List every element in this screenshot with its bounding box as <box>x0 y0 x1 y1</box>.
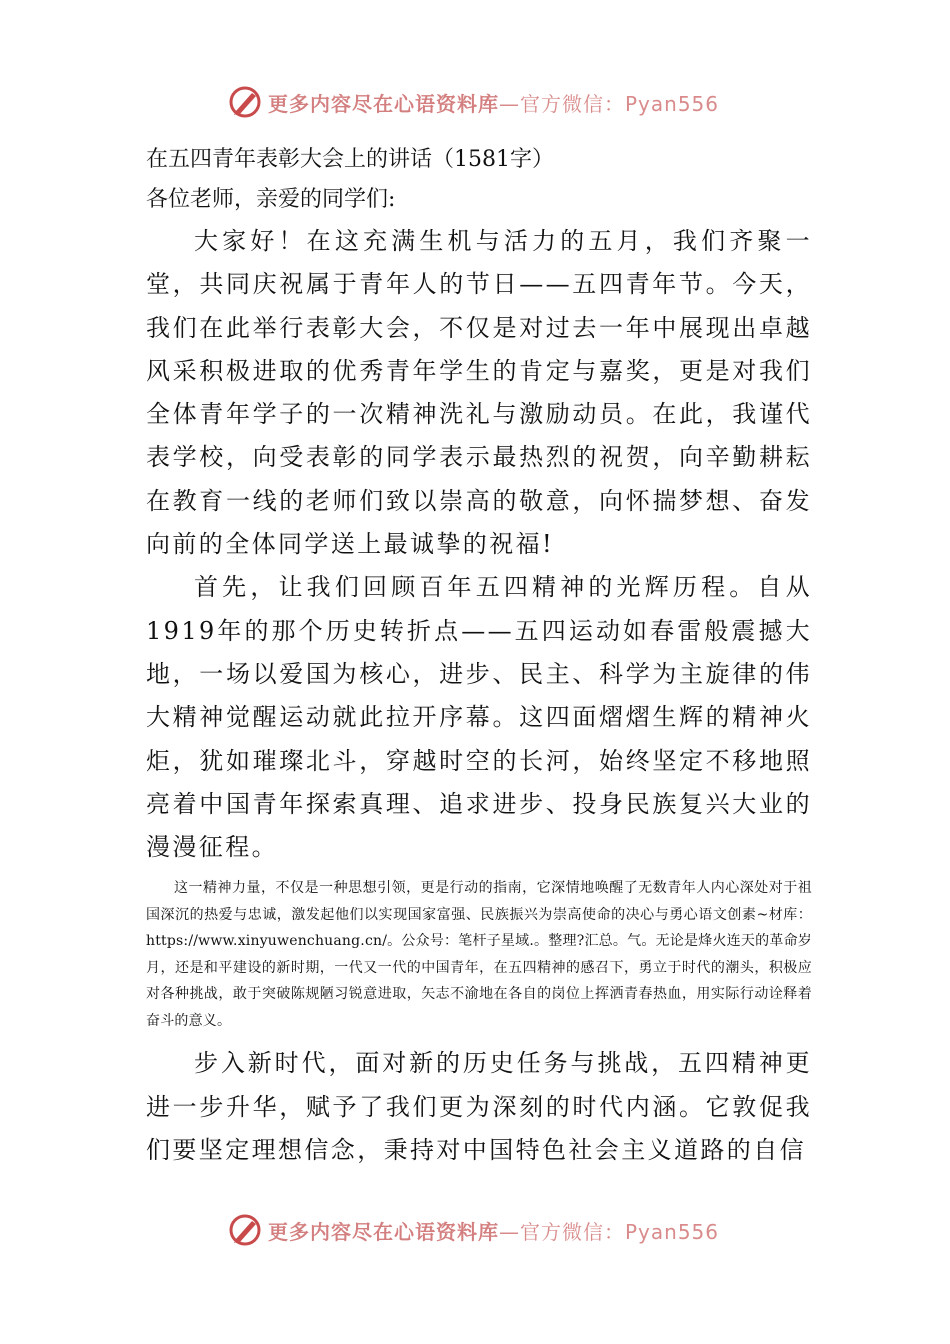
banner-contact: 官方微信：Pyan556 <box>520 91 720 116</box>
pen-circle-logo-icon <box>228 1213 262 1247</box>
banner-main-text: 更多内容尽在心语资料库 <box>268 1219 499 1244</box>
paragraph-1: 大家好！在这充满生机与活力的五月，我们齐聚一堂，共同庆祝属于青年人的节日——五四青年节。今天，我们在此举行表彰大会，不仅是对过去一年中展现出卓越风采积极进取的优秀青年学生的肯定与嘉奖，更是对我们全体青年学子的一次精神洗礼与激励动员。在此，我谨代表学校，向受表彰的同学表示最热烈的祝贺，向辛勤耕耘在教育一线的老师们致以崇高的敬意，向怀揣梦想、奋发向前的全体同学送上最诚挚的祝福! <box>146 227 812 559</box>
footer-banner <box>228 1210 748 1250</box>
paragraph-3: 步入新时代，面对新的历史任务与挑战，五四精神更进一步升华，赋予了我们更为深刻的时代内涵。它敦促我们要坚定理想信念，秉持对中国特色社会主义道路的自信 <box>146 1049 812 1165</box>
banner-main-text: 更多内容尽在心语资料库 <box>268 91 499 116</box>
small-paragraph: 这一精神力量，不仅是一种思想引领，更是行动的指南，它深情地唤醒了无数青年人内心深处对于祖国深沉的热爱与忠诚，激发起他们以实现国家富强、民族振兴为崇高使命的决心与勇心语文创素~材库：https://www.xinyuwenchuang.cn/。公众号：笔杆子星域.。整理?汇总。气。无论是烽火连天的革命岁月，还是和平建设的新时期，一代又一代的中国青年，在五四精神的感召下，勇立于时代的潮头，积极应对各种挑战，敢于突破陈规陋习锐意进取，矢志不渝地在各自的岗位上挥洒青春热血，用实际行动诠释着奋斗的意义。 <box>146 880 812 1029</box>
banner-separator: — <box>499 91 520 116</box>
document-title: 在五四青年表彰大会上的讲话（1581字） <box>146 147 554 172</box>
banner-separator: — <box>499 1219 520 1244</box>
banner-contact: 官方微信：Pyan556 <box>520 1219 720 1244</box>
banner-text <box>268 1216 719 1245</box>
greeting: 各位老师，亲爱的同学们: <box>146 187 396 212</box>
banner-text <box>268 88 719 117</box>
document-body <box>146 140 812 1172</box>
header-banner <box>228 82 748 122</box>
pen-circle-logo-icon <box>228 85 262 119</box>
paragraph-2: 首先，让我们回顾百年五四精神的光辉历程。自从1919年的那个历史转折点——五四运动如春雷般震撼大地，一场以爱国为核心，进步、民主、科学为主旋律的伟大精神觉醒运动就此拉开序幕。这四面熠熠生辉的精神火炬，犹如璀璨北斗，穿越时空的长河，始终坚定不移地照亮着中国青年探索真理、追求进步、投身民族复兴大业的漫漫征程。 <box>146 573 812 862</box>
